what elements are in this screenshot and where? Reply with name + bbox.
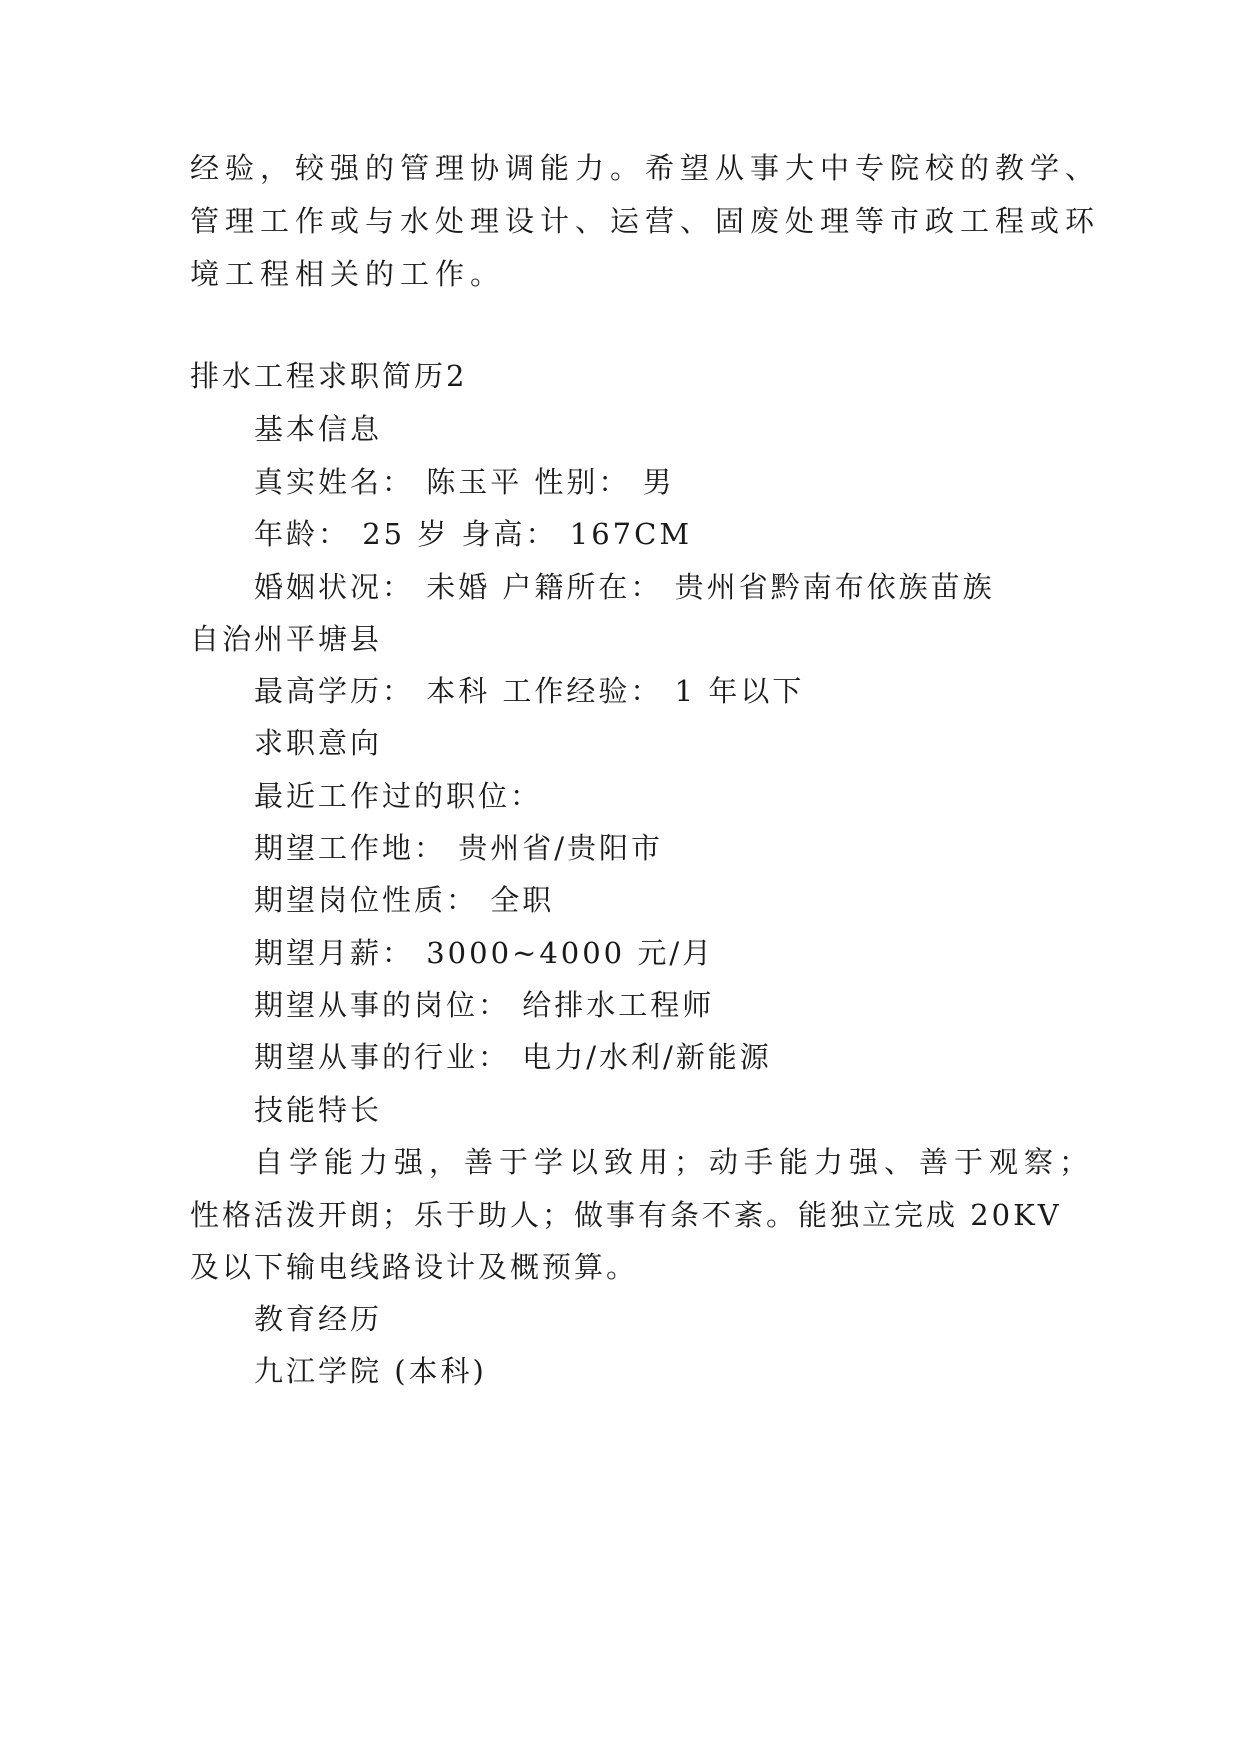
expected-job-type-line: 期望岗位性质： 全职 bbox=[254, 883, 555, 917]
intro-line-3: 境工程相关的工作。 bbox=[190, 257, 506, 291]
job-intent-heading: 求职意向 bbox=[254, 726, 383, 760]
skills-line-3: 及以下输电线路设计及概预算。 bbox=[190, 1250, 639, 1284]
recent-position-line: 最近工作过的职位： bbox=[254, 779, 543, 813]
name-gender-line: 真实姓名： 陈玉平 性别： 男 bbox=[254, 465, 675, 499]
marital-hukou-line: 婚姻状况： 未婚 户籍所在： 贵州省黔南布依族苗族 bbox=[254, 570, 995, 604]
expected-position-line: 期望从事的岗位： 给排水工程师 bbox=[254, 988, 715, 1022]
resume-title: 排水工程求职简历2 bbox=[190, 359, 468, 393]
intro-line-2: 管理工作或与水处理设计、运营、固废处理等市政工程或环 bbox=[190, 204, 1101, 238]
expected-salary-line: 期望月薪： 3000~4000 元/月 bbox=[254, 936, 715, 970]
skills-line-1: 自学能力强，善于学以致用；动手能力强、善于观察； bbox=[254, 1145, 1095, 1179]
education-experience-line: 最高学历： 本科 工作经验： 1 年以下 bbox=[254, 674, 805, 708]
intro-line-1: 经验，较强的管理协调能力。希望从事大中专院校的教学、 bbox=[190, 151, 1101, 185]
age-height-line: 年龄： 25 岁 身高： 167CM bbox=[254, 517, 693, 551]
education-school-line: 九江学院 (本科) bbox=[254, 1354, 487, 1388]
education-heading: 教育经历 bbox=[254, 1302, 383, 1336]
expected-location-line: 期望工作地： 贵州省/贵阳市 bbox=[254, 831, 663, 865]
expected-industry-line: 期望从事的行业： 电力/水利/新能源 bbox=[254, 1040, 772, 1074]
basic-info-heading: 基本信息 bbox=[254, 412, 383, 446]
skills-heading: 技能特长 bbox=[254, 1093, 383, 1127]
skills-line-2: 性格活泼开朗；乐于助人；做事有条不紊。能独立完成 20KV bbox=[190, 1198, 1062, 1232]
marital-hukou-line-cont: 自治州平塘县 bbox=[190, 622, 383, 656]
